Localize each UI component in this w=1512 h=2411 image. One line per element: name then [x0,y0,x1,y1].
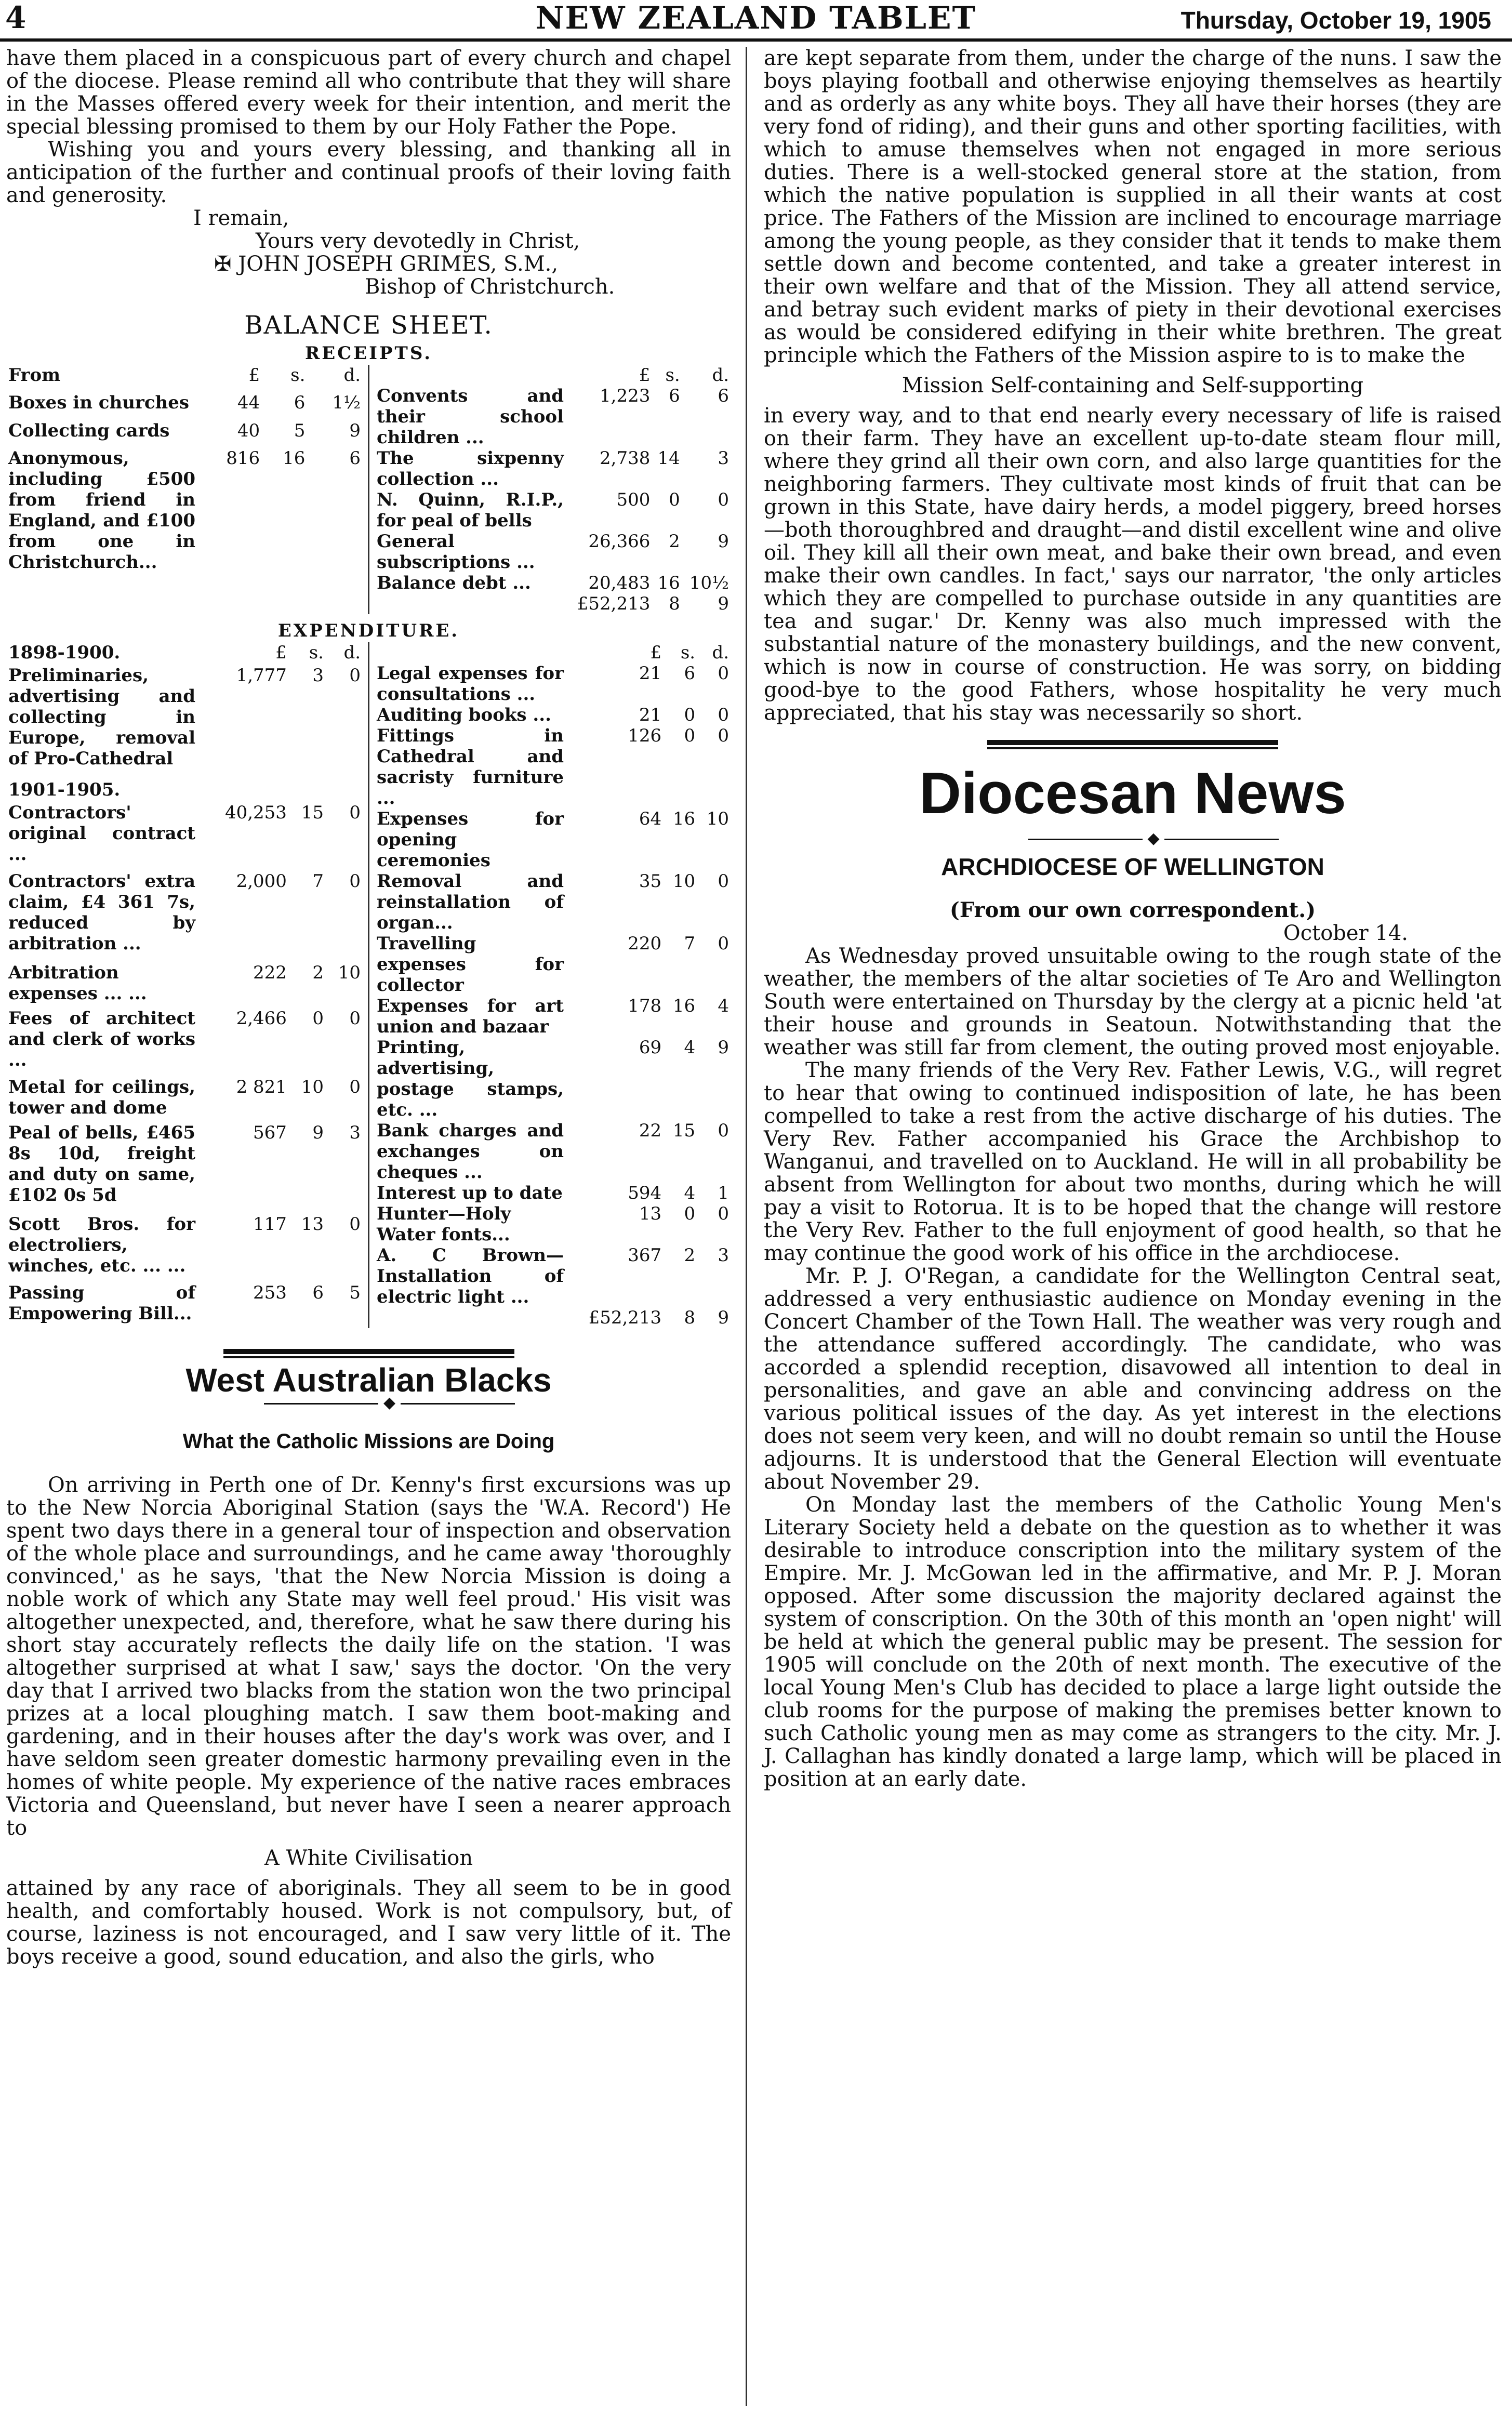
cell-pence: 0 [718,933,730,954]
cell-pence: 3 [718,1245,730,1266]
cell-pence: d. [712,365,730,386]
cell-pounds: 35 [639,871,662,892]
cell-pounds: 222 [253,962,287,983]
section-rule [223,1349,514,1354]
table-divider [368,642,369,1328]
table-row [6,962,363,1008]
cell-shillings: 2 [312,962,324,983]
cell-shillings: 16 [283,447,306,469]
cell-shillings: 4 [684,1037,696,1058]
cell-label: Contractors' original contract ... [8,802,195,865]
cell-pence: 4 [718,996,730,1016]
table-row [6,1008,363,1077]
cell-pounds: 44 [237,392,260,414]
cell-label: Balance debt ... [377,573,531,593]
table-row [375,642,731,663]
cell-shillings: s. [309,642,324,663]
receipts-label: RECEIPTS. [304,343,433,364]
letter-paragraph: have them placed in a conspicuous part of every church and chapel of the diocese. Please remind all who contribute that they will share in the Masses offered every week for their intention, and merit the special blessing promised to them by our Holy Father the Pope. [6,46,731,139]
cell-pounds: £ [275,642,287,663]
cell-pence: d. [712,642,730,663]
cell-pounds [197,779,289,802]
table-row [6,448,363,614]
cell-pence: 3 [349,1122,361,1143]
cell-pounds: 64 [639,809,662,829]
table-row [6,392,363,420]
cell-pounds: 20,483 [588,573,651,593]
table-row [6,802,363,871]
cell-label: Boxes in churches [8,392,190,414]
receipts-left-table [6,365,363,614]
cell-pounds: 2,466 [236,1008,287,1029]
cell-pence: 9 [349,420,361,441]
header-rule [0,38,1512,42]
expenditure-right-table [375,642,731,1328]
cell-label: Bank charges and exchanges on cheques ... [377,1120,564,1183]
cell-pence: 9 [718,593,730,614]
cell-label: Passing of Empowering Bill... [8,1282,195,1324]
cell-pounds: £ [248,365,260,386]
cell-label: From [8,365,61,386]
cell-shillings: 15 [301,802,324,823]
cell-pence: 0 [349,871,361,892]
cell-pence: 6 [718,386,730,406]
table-row [375,809,731,871]
cell-pence: 10 [338,962,361,983]
cell-pounds: 594 [628,1183,662,1203]
cell-pounds: 253 [253,1282,287,1303]
cell-pence: 5 [349,1282,361,1303]
expenditure-left-table [6,642,363,1328]
cell-shillings: 14 [657,448,680,469]
table-row [375,573,731,593]
cell-label: Fees of architect and clerk of works ... [8,1008,195,1070]
receipts-right-table [375,365,731,614]
cell-shillings: 3 [312,665,324,686]
cell-label: Printing, advertising, postage stamps, etc. ... [377,1037,564,1120]
cell-shillings: 7 [684,933,696,954]
table-row [375,725,731,809]
cell-pence: 0 [718,663,730,684]
cell-shillings: 16 [672,996,696,1016]
news-subtitle: ARCHDIOCESE OF WELLINGTON [941,853,1324,880]
column-divider [746,47,747,2406]
cell-pence: 9 [718,1307,730,1328]
table-row [375,1245,731,1307]
right-column [764,47,1502,1791]
cell-pence: 10½ [689,573,730,593]
cell-shillings: 13 [301,1214,324,1235]
cell-shillings: 0 [669,489,680,510]
cell-pence [326,779,363,802]
cell-pounds: £ [639,365,651,386]
ornament-rule: ◆ [764,827,1502,850]
cell-pounds: £52,213 [577,593,651,614]
table-row [375,365,731,386]
cell-shillings: 0 [684,725,696,746]
masthead-title: NEW ZEALAND TABLET [535,0,977,36]
section-rule-thin [987,747,1278,749]
article-paragraph: On arriving in Perth one of Dr. Kenny's first excursions was up to the New Norcia Aboriginal Station (says the 'W.A. Record') He spent two days there in a general tour of inspection and observation of the whole place and surroundings, and he came away 'thoroughly convinced,' as he says, 'that the New Norcia Mission is doing a noble work of which any State may well feel proud.' His visit was altogether unexpected, and, therefore, what he saw there during his short stay accurately reflects the daily life on the station. 'I was altogether surprised at what I saw,' says the doctor. 'On the very day that I arrived two blacks from the station won the two principal prizes at a local ploughing match. I saw them boot-making and gardening, and in their houses after the day's work was over, and I have seldom seen greater domestic harmony prevailing even in the homes of white people. My experience of the native races embraces Victoria and Queensland, but never have I seen a nearer approach to [6,1473,731,1840]
cell-pounds: 816 [226,447,260,469]
cell-label: Fittings in Cathedral and sacristy furniture ... [377,725,564,809]
cell-shillings: 4 [684,1183,696,1203]
cell-pence: 0 [349,665,361,686]
cell-label: 1898-1900. [8,642,121,663]
article-paragraph: are kept separate from them, under the charge of the nuns. I saw the boys playing football and otherwise enjoying themselves as heartily and as orderly as any white boys. They all have their horses (they are very fond of riding), and their guns and other sporting facilities, with which to amuse themselves when not engaged in more serious duties. There is a well-stocked general store at the station, from which the native population is supplied in all their wants at cost price. The Fathers of the Mission are inclined to encourage marriage among the young people, as they consider that it tends to make them settle down and become contented, and take a greater interest in their own welfare and that of the Mission. They all attend service, and betray such evident marks of piety in their devotional exercises as would be considered edifying in their white brethren. The great principle which the Fathers of the Mission aspire to is to make the [764,46,1502,367]
cell-shillings: 0 [684,705,696,725]
cell-pence: d. [343,365,361,386]
cell-pence: 6 [349,447,361,469]
table-row [375,663,731,705]
section-rule-thin [223,1356,514,1358]
cell-label: Interest up to date [377,1183,563,1203]
cell-label: Collecting cards [8,420,170,441]
cell-label: Preliminaries, advertising and collecting in Europe, removal of Pro-Cathedral [8,665,195,769]
cell-shillings: 16 [657,573,680,593]
cell-shillings: s. [680,642,696,663]
cell-label: Legal expenses for consultations ... [377,663,564,705]
news-paragraph: As Wednesday proved unsuitable owing to the rough state of the weather, the members of the altar societies of Te Aro and Wellington South were entertained on Thursday by the clergy at a picnic held 'at their house and grounds in Seatoun. Notwithstanding that the weather was still far from clement, the outing proved most enjoyable. [764,944,1502,1059]
article-paragraph: in every way, and to that end nearly every necessary of life is raised on their farm. They have an excellent up-to-date steam flour mill, where they grind all their own corn, and also large quantities for the neighboring farmers. They cultivate most kinds of fruit that can be grown in this State, have dairy herds, a model piggery, breed horses—both thoroughbred and draught—and distil excellent wine and olive oil. They kill all their own meat, and bake their own bread, and even make their own candles. In fact,' says our narrator, 'the only articles which they are compelled to purchase outside in any quantities are tea and sugar.' Dr. Kenny was also much impressed with the substantial nature of the monastery buildings, and the new convent, which is now in course of construction. He was sorry, on bidding good-bye to the good Fathers, whose hospitality he very much appreciated, that his stay was necessarily so short. [764,404,1502,725]
cell-shillings: s. [665,365,680,386]
cell-shillings: 0 [312,1008,324,1029]
section-rule [987,740,1278,745]
expenditure-tables [6,642,731,1328]
cell-pence: 0 [718,1120,730,1141]
cell-pounds: 21 [639,705,662,725]
cell-pounds: 500 [616,489,651,510]
table-row [6,1077,363,1122]
table-row [375,593,731,614]
cell-pounds: 2 821 [236,1077,287,1097]
cell-pence: 0 [718,725,730,746]
table-row [375,1203,731,1245]
cell-label: Peal of bells, £465 8s 10d, freight and duty on same, £102 0s 5d [8,1122,195,1206]
cell-label: Expenses for art union and bazaar [377,996,564,1037]
news-date: October 14. [1283,921,1408,945]
cell-pounds: £ [650,642,662,663]
cell-pounds: 367 [628,1245,662,1266]
table-row [375,871,731,933]
cell-shillings: 0 [684,1203,696,1224]
cell-shillings: s. [290,365,306,386]
cell-label [375,1307,566,1328]
cell-pence: 0 [349,1214,361,1235]
news-paragraph: On Monday last the members of the Catholic Young Men's Literary Society held a debate on the question as to whether it was desirable to introduce conscription into the military system of the Empire. Mr. J. McGowan led in the affirmative, and Mr. P. J. Moran opposed. After some discussion the majority declared against the system of conscription. On the 30th of this month an 'open night' will be held at which the general public may be present. The session for 1905 will conclude on the 20th of next month. The executive of the local Young Men's Club has decided to place a large light outside the club rooms for the purpose of making the premises better known to such Catholic young men as may come as strangers to the city. Mr. J. J. Callaghan has kindly donated a large lamp, which will be placed in position at an early date. [764,1493,1502,1791]
table-row [375,1037,731,1120]
table-row [375,531,731,573]
cell-pounds: 26,366 [588,531,651,552]
table-row [375,933,731,996]
article-title: West Australian Blacks [185,1361,552,1399]
letter-closing-2: Yours very devotedly in Christ, [256,229,580,253]
cell-label: General subscriptions ... [377,531,535,573]
cell-shillings: 15 [672,1120,696,1141]
article-subtitle: What the Catholic Missions are Doing [182,1430,555,1453]
table-row [6,1122,363,1214]
news-paragraph: Mr. P. J. O'Regan, a candidate for the Wellington Central seat, addressed a very enthusiastic audience on Monday evening in the Concert Chamber of the Town Hall. The weather was very rough and the attendance suffered accordingly. The candidate, who was accorded a splendid reception, disavowed all intention to deal in personalities, and gave an able and convincing address on the various political issues of the day. As yet interest in the elections does not seem very keen, and will no doubt remain so until the House adjourns. It is understood that the General Election will eventuate about November 29. [764,1264,1502,1494]
cell-pence: 1½ [332,392,361,414]
cell-pounds: £52,213 [588,1307,662,1328]
cell-shillings: 6 [684,663,696,684]
cell-shillings: 2 [669,531,680,552]
cell-label: Anonymous, including £500 from friend in England, and £100 from one in Christchurch... [8,447,195,573]
cell-label [375,593,566,614]
cell-label: Expenses for opening ceremonies [377,809,564,871]
cell-pounds: 2,000 [236,871,287,892]
cell-label: Scott Bros. for electroliers, winches, etc. ... ... [8,1214,195,1276]
table-row [375,386,731,448]
page-number: 4 [5,0,26,35]
cell-pence: 1 [718,1183,730,1203]
cell-shillings: 5 [294,420,306,441]
news-paragraph: The many friends of the Very Rev. Father Lewis, V.G., will regret to hear that owing to continued indisposition of late, he has been compelled to take a rest from the active discharge of his duties. The Very Rev. Father accompanied his Grace the Archbishop to Wanganui, and travelled on to Auckland. He will in all probability be absent from Wellington for about two months, during which he will pay a visit to Rotorua. It is to be hoped that the change will restore the Very Rev. Father to the full enjoyment of good health, so that he may continue the good work of his office in the archdiocese. [764,1058,1502,1265]
cell-shillings: 6 [669,386,680,406]
cell-pounds: 69 [639,1037,662,1058]
cell-pence: 9 [718,1037,730,1058]
article-subhead: Mission Self-containing and Self-supporting [901,374,1364,398]
table-row [6,642,363,665]
cell-shillings: 2 [684,1245,696,1266]
cell-pounds: 178 [628,996,662,1016]
table-row [375,1307,731,1328]
cell-label: Contractors' extra claim, £4 361 7s, reduced by arbitration ... [8,871,195,954]
table-row [6,1282,363,1328]
table-row [6,365,363,392]
news-title: Diocesan News [919,761,1346,826]
cell-pounds: 22 [639,1120,662,1141]
cell-pence: 0 [718,705,730,725]
issue-date: Thursday, October 19, 1905 [1181,7,1491,34]
cell-pounds: 117 [253,1214,287,1235]
cell-pounds: 40,253 [224,802,287,823]
cell-pounds: 21 [639,663,662,684]
balance-sheet-title: BALANCE SHEET. [244,311,493,340]
cell-label: Travelling expenses for collector [377,933,564,996]
cell-shillings: 16 [672,809,696,829]
cell-label [375,365,566,386]
cell-pounds: 40 [237,420,260,441]
cell-label: A. C Brown—Installation of electric light ... [377,1245,564,1307]
letter-paragraph: Wishing you and yours every blessing, and thanking all in anticipation of the further and continual proofs of their loving faith and generosity. [6,138,731,207]
cell-shillings [289,779,326,802]
cell-shillings: 9 [312,1122,324,1143]
cell-pounds: 13 [639,1203,662,1224]
table-row [375,996,731,1037]
cell-shillings: 10 [672,871,696,892]
cell-pence: 0 [718,871,730,892]
receipts-tables [6,365,731,614]
left-column [6,47,731,1968]
cell-pence: 3 [718,448,730,469]
cell-label: Arbitration expenses ... ... [8,962,147,1004]
cell-label: Removal and reinstallation of organ... [377,871,564,933]
cell-label: 1901-1905. [8,779,121,800]
signature-title: Bishop of Christchurch. [365,275,615,299]
article-subhead: A White Civilisation [264,1846,473,1870]
cell-label: Metal for ceilings, tower and dome [8,1077,195,1118]
table-row [6,779,363,802]
cell-pence: 10 [706,809,730,829]
cell-label [375,642,566,663]
cell-shillings: 6 [312,1282,324,1303]
cell-pounds: 1,777 [236,665,287,686]
correspondent-line: (From our own correspondent.) [949,898,1316,922]
cell-label: Auditing books ... [377,705,551,725]
table-row [375,489,731,531]
cell-pounds: 1,223 [600,386,651,406]
cell-shillings: 8 [669,593,680,614]
table-row [6,1214,363,1282]
table-row [375,705,731,725]
cell-label: Convents and their school children ... [377,386,564,448]
cell-shillings: 6 [294,392,306,414]
cell-pounds: 220 [628,933,662,954]
ornament-rule: ◆ [6,1392,731,1414]
letter-closing: I remain, [193,206,289,230]
cell-pence: 0 [718,1203,730,1224]
cell-shillings: 8 [684,1307,696,1328]
cell-pence: 0 [349,802,361,823]
table-row [6,871,363,962]
cell-label: The sixpenny collection ... [377,448,564,489]
cell-pence: 0 [349,1077,361,1097]
letter-signature: ✠ JOHN JOSEPH GRIMES, S.M., [214,252,559,276]
table-row [375,448,731,489]
cell-label: N. Quinn, R.I.P., for peal of bells [377,489,564,531]
cell-pence: 0 [718,489,730,510]
cell-shillings: 7 [312,871,324,892]
table-divider [368,365,369,614]
cell-shillings: 10 [301,1077,324,1097]
expenditure-label: EXPENDITURE. [277,620,460,641]
table-row [375,1120,731,1183]
table-row [375,1183,731,1203]
cell-pounds: 2,738 [600,448,651,469]
cell-pounds: 567 [253,1122,287,1143]
cell-pence: d. [343,642,361,663]
cell-label: Hunter—Holy Water fonts... [377,1203,511,1245]
article-paragraph: attained by any race of aboriginals. They all seem to be in good health, and comfortably housed. Work is not compulsory, but, of course, laziness is not encouraged, and I saw very little of it. The boys receive a good, sound education, and also the girls, who [6,1876,731,1969]
table-row [6,665,363,779]
cell-pounds: 126 [628,725,662,746]
table-row [6,420,363,448]
cell-pence: 0 [349,1008,361,1029]
cell-pence: 9 [718,531,730,552]
